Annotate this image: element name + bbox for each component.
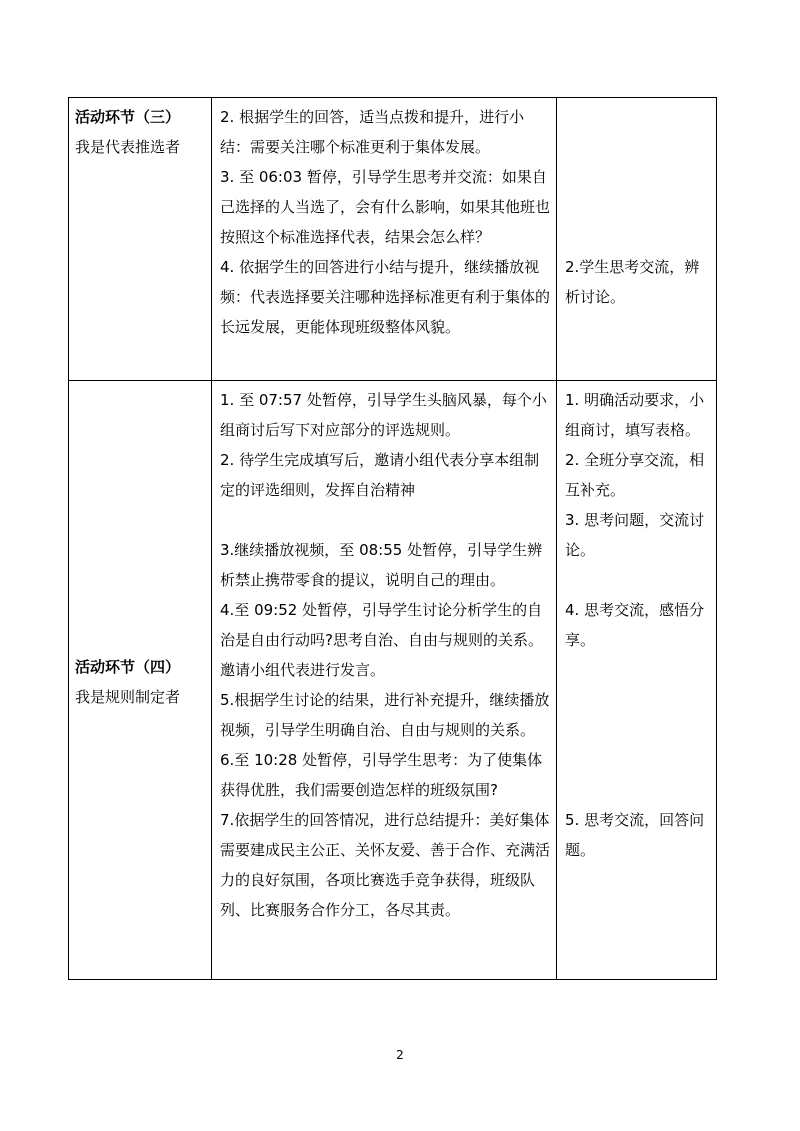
student-step: 1. 明确活动要求，小组商讨，填写表格。	[565, 391, 705, 439]
teacher-step: 3. 至 06:03 暂停，引导学生思考并交流：如果自己选择的人当选了，会有什么影响，如果其他班也按照这个标准选择代表，结果会怎么样？	[220, 168, 551, 246]
student-step: 2. 全班分享交流，相互补充。	[565, 451, 705, 499]
stage-cell	[69, 98, 212, 381]
teacher-step: 1. 至 07:57 处暂停，引导学生头脑风暴，每个小组商讨后写下对应部分的评选规则。	[220, 391, 547, 439]
teacher-step: 2. 根据学生的回答，适当点拨和提升，进行小结：需要关注哪个标准更利于集体发展。	[220, 108, 525, 156]
student-step: 2.学生思考交流，辨析讨论。	[565, 258, 700, 306]
student-activity-cell	[557, 381, 717, 980]
table-row	[69, 98, 717, 381]
teacher-step: 4.至 09:52 处暂停，引导学生讨论分析学生的自治是自由行动吗?思考自治、自由与规则的关系。邀请小组代表进行发言。	[220, 601, 543, 679]
teacher-step: 2. 待学生完成填写后，邀请小组代表分享本组制定的评选细则，发挥自治精神	[220, 451, 540, 499]
table-row	[69, 381, 717, 980]
stage-title: 活动环节（三）	[75, 108, 181, 126]
teacher-step: 5.根据学生讨论的结果，进行补充提升，继续播放视频，引导学生明确自治、自由与规则的关系。	[220, 691, 550, 739]
stage-cell	[69, 381, 212, 980]
page-number: 2	[396, 1048, 404, 1062]
teacher-step: 3.继续播放视频，至 08:55 处暂停，引导学生辨析禁止携带零食的提议，说明自己的理由。	[220, 541, 543, 589]
student-step: 4. 思考交流，感悟分享。	[565, 601, 705, 649]
stage-subtitle: 我是代表推选者	[75, 138, 181, 156]
teacher-step: 7.依据学生的回答情况，进行总结提升：美好集体需要建成民主公正、关怀友爱、善于合作、充满活力的良好氛围，各项比赛选手竞争获得，班级队列、比赛服务合作分工，各尽其责。	[220, 811, 551, 919]
teacher-step: 4. 依据学生的回答进行小结与提升，继续播放视频：代表选择要关注哪种选择标准更有利于集体的长远发展，更能体现班级整体风貌。	[220, 258, 551, 336]
teacher-step: 6.至 10:28 处暂停，引导学生思考：为了使集体获得优胜，我们需要创造怎样的班级氛围?	[220, 751, 543, 799]
student-activity-cell	[557, 98, 717, 381]
student-step: 5. 思考交流，回答问题。	[565, 811, 705, 859]
student-step: 3. 思考问题，交流讨论。	[565, 511, 705, 559]
stage-subtitle: 我是规则制定者	[75, 688, 181, 706]
teacher-activity-cell	[212, 98, 557, 381]
lesson-plan-table	[68, 97, 717, 980]
stage-title: 活动环节（四）	[75, 658, 181, 676]
teacher-activity-cell	[212, 381, 557, 980]
